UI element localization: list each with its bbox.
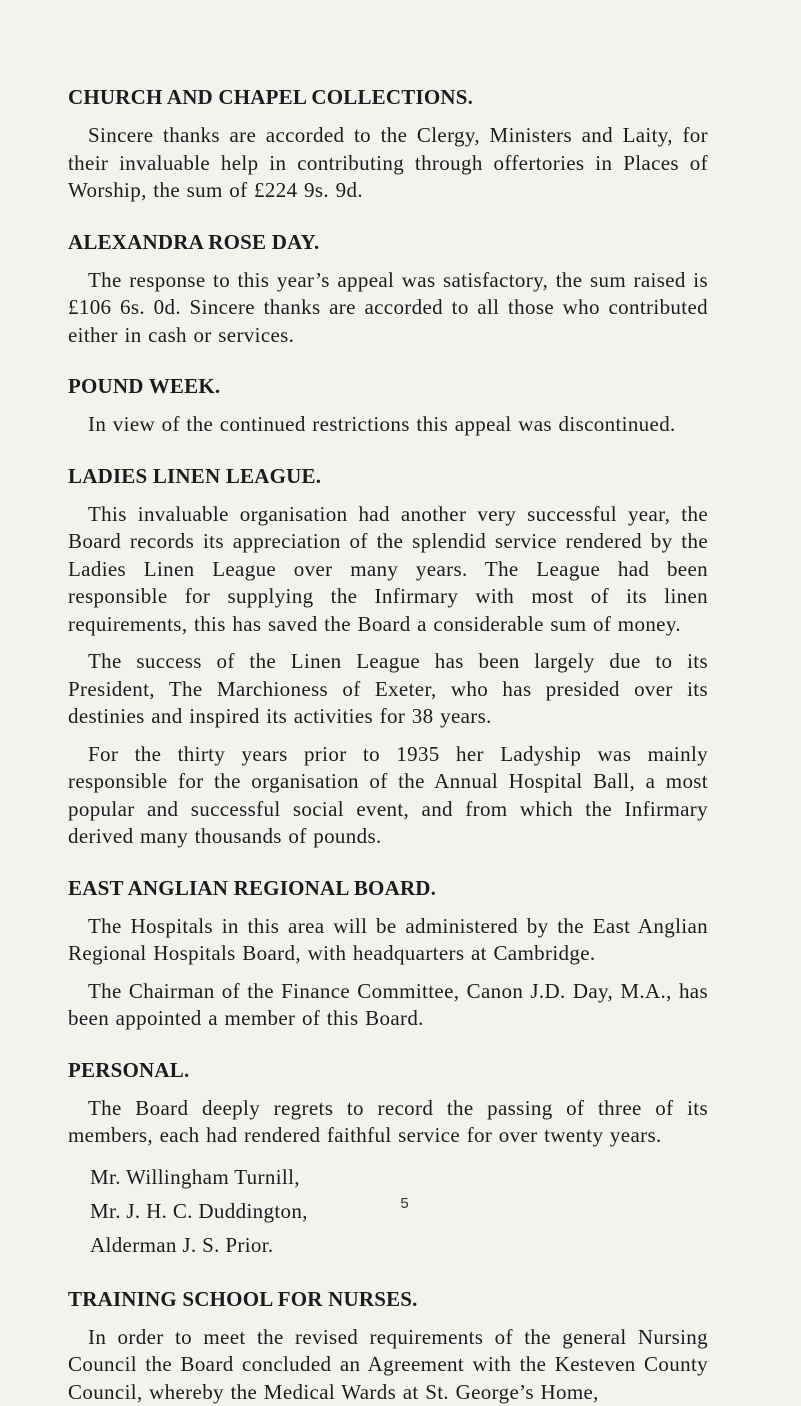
- section-heading: ALEXANDRA ROSE DAY.: [68, 227, 708, 257]
- section-paragraph: Sincere thanks are accorded to the Clergy, Ministers and Laity, for their invaluable help in contributing through offertories in Places of Worship, the sum of £224 9s. 9d.: [68, 122, 708, 205]
- section-ladies-linen-league: [68, 461, 708, 851]
- section-heading: CHURCH AND CHAPEL COLLECTIONS.: [68, 82, 708, 112]
- section-paragraph: This invaluable organisation had another very successful year, the Board records its appreciation of the splendid service rendered by the Ladies Linen League over many years. The League had been responsible for supplying the Infirmary with most of its linen requirements, this has saved the Board a considerable sum of money.: [68, 501, 708, 639]
- member-name: Alderman J. S. Prior.: [90, 1228, 708, 1262]
- section-east-anglian-regional-board: [68, 873, 708, 1033]
- section-paragraph: The success of the Linen League has been largely due to its President, The Marchioness of Exeter, who has presided over its destinies and inspired its activities for 38 years.: [68, 648, 708, 731]
- section-heading: EAST ANGLIAN REGIONAL BOARD.: [68, 873, 708, 903]
- section-personal: [68, 1055, 708, 1262]
- member-name: Mr. J. H. C. Duddington,: [90, 1194, 708, 1228]
- section-heading: TRAINING SCHOOL FOR NURSES.: [68, 1284, 708, 1314]
- section-paragraph: The Chairman of the Finance Committee, Canon J.D. Day, M.A., has been appointed a member of this Board.: [68, 978, 708, 1033]
- section-paragraph: In order to meet the revised requirements of the general Nursing Council the Board concluded an Agreement with the Kesteven County Council, whereby the Medical Wards at St. George’s Home,: [68, 1324, 708, 1406]
- section-training-school-for-nurses: [68, 1284, 708, 1406]
- section-pound-week: [68, 371, 708, 439]
- member-name: Mr. Willingham Turnill,: [90, 1160, 708, 1194]
- section-heading: LADIES LINEN LEAGUE.: [68, 461, 708, 491]
- section-heading: POUND WEEK.: [68, 371, 708, 401]
- section-alexandra-rose-day: [68, 227, 708, 350]
- section-paragraph: The Hospitals in this area will be administered by the East Anglian Regional Hospitals Board, with headquarters at Cambridge.: [68, 913, 708, 968]
- section-paragraph: The Board deeply regrets to record the passing of three of its members, each had rendered faithful service for over twenty years.: [68, 1095, 708, 1150]
- section-paragraph: For the thirty years prior to 1935 her Ladyship was mainly responsible for the organisation of the Annual Hospital Ball, a most popular and successful social event, and from which the Infirmary derived many thousands of pounds.: [68, 741, 708, 851]
- section-church-chapel-collections: [68, 82, 708, 205]
- section-paragraph: In view of the continued restrictions this appeal was discontinued.: [68, 411, 708, 439]
- section-heading: PERSONAL.: [68, 1055, 708, 1085]
- section-paragraph: The response to this year’s appeal was satisfactory, the sum raised is £106 6s. 0d. Sincere thanks are accorded to all those who contributed either in cash or services.: [68, 267, 708, 350]
- page-number: 5: [0, 1195, 801, 1212]
